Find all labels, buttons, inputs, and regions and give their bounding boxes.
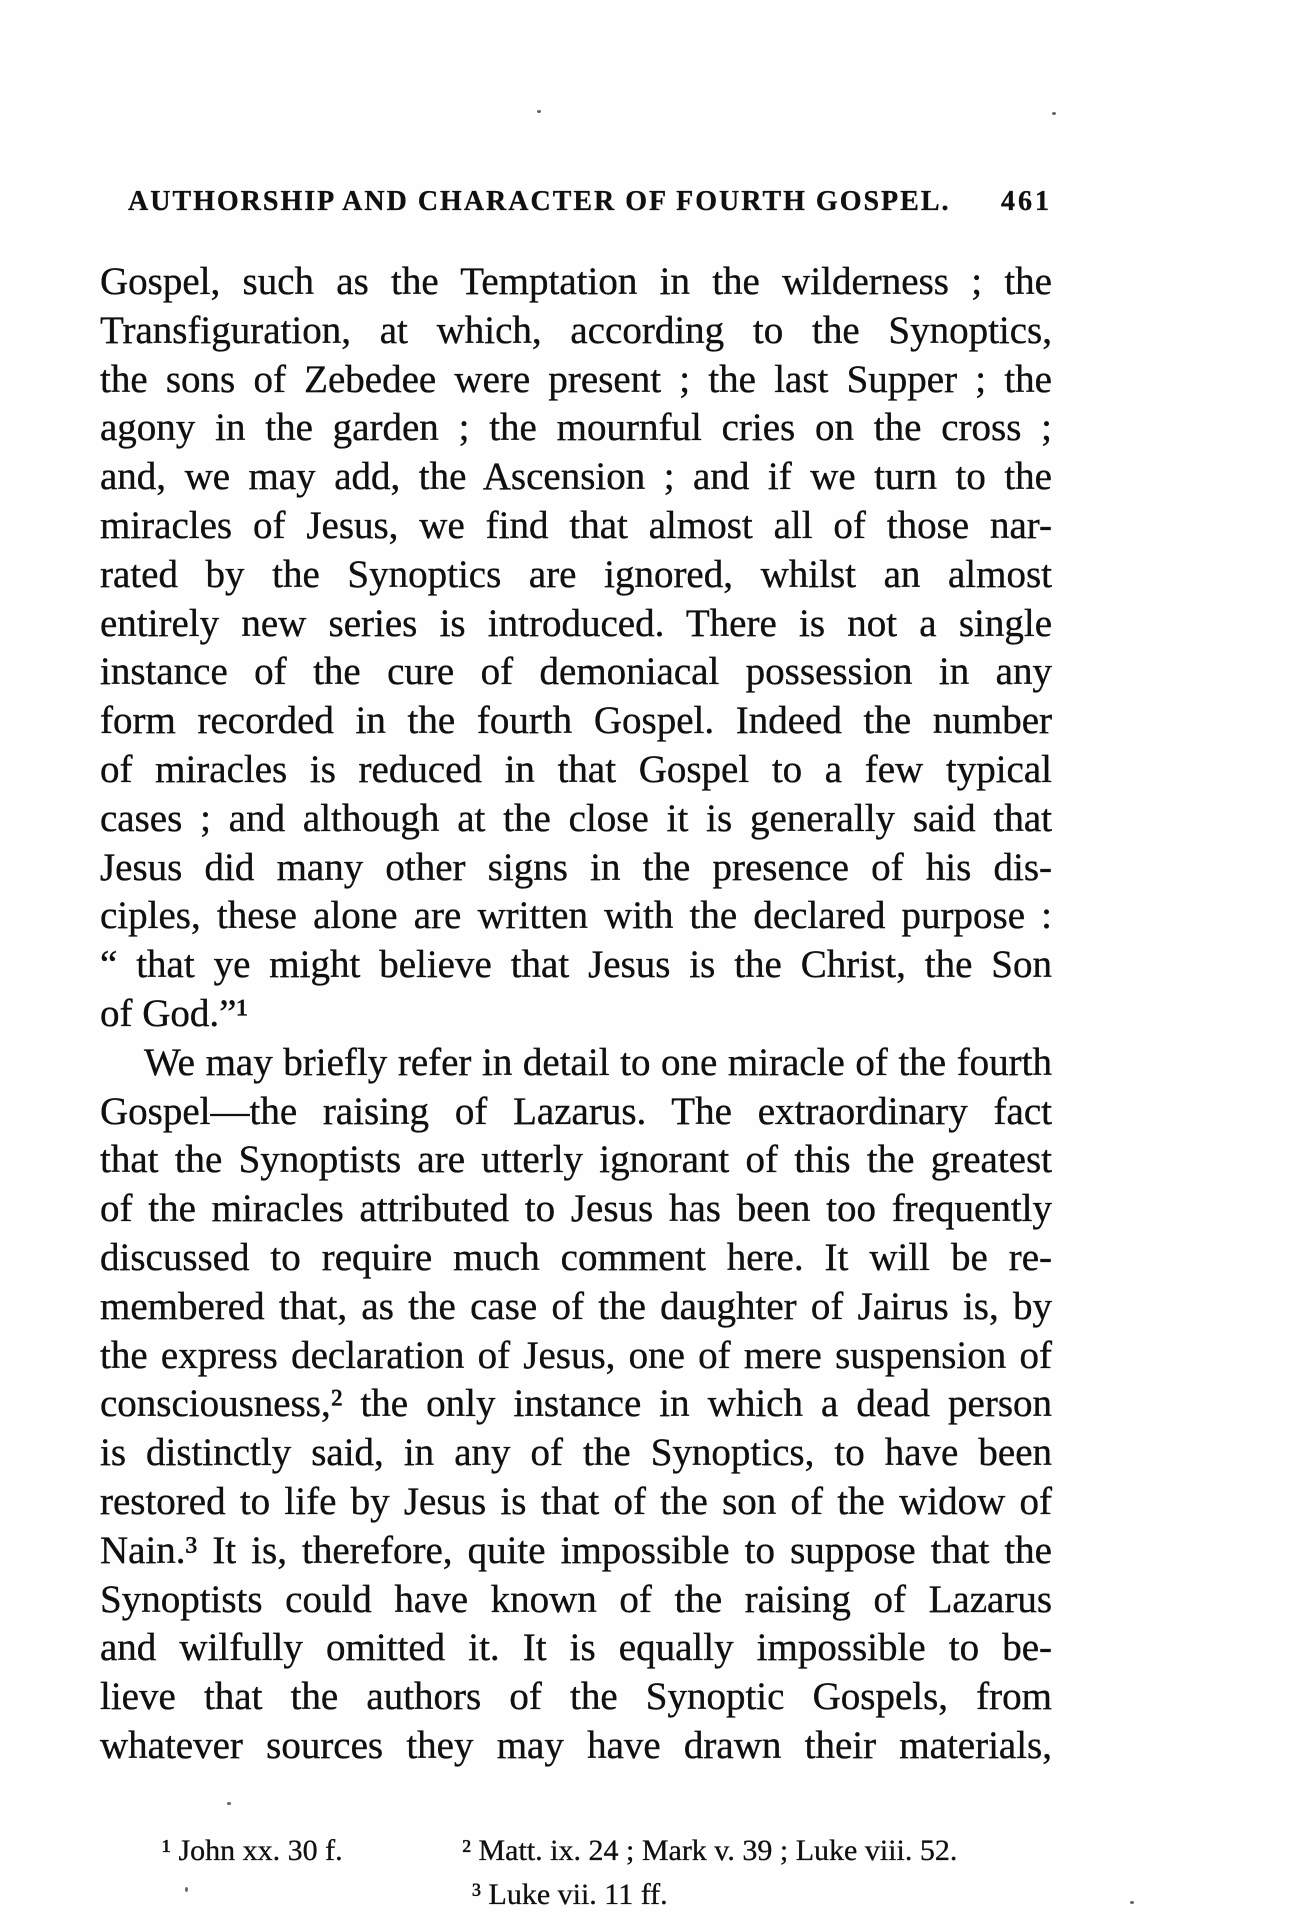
footnote-row (100, 1873, 1052, 1917)
footnote-3: ³ Luke vii. 11 ff. (472, 1877, 668, 1911)
text-line: of the miracles attributed to Jesus has been too frequently (100, 1187, 1052, 1231)
text-column (100, 186, 1052, 1917)
scan-speck (1052, 112, 1056, 115)
footnote-row (100, 1829, 1052, 1873)
scan-speck (537, 110, 541, 113)
text-line: whatever sources they may have drawn their materials, (100, 1723, 1052, 1767)
text-line: discussed to require much comment here. It will be re- (100, 1235, 1052, 1279)
text-line: of God.”¹ (100, 991, 249, 1035)
scan-speck (1130, 1901, 1134, 1904)
text-line: of miracles is reduced in that Gospel to a few typical (100, 747, 1052, 791)
text-line: restored to life by Jesus is that of the son of the widow of (100, 1479, 1052, 1523)
text-line: entirely new series is introduced. There is not a single (100, 601, 1052, 645)
text-line: lieve that the authors of the Synoptic Gospels, from (100, 1675, 1052, 1719)
text-line: and wilfully omitted it. It is equally impossible to be- (100, 1626, 1052, 1670)
text-line: Transfiguration, at which, according to the Synoptics, (100, 308, 1052, 352)
footnote-2: ² Matt. ix. 24 ; Mark v. 39 ; Luke viii. 52. (462, 1833, 958, 1867)
body-text (100, 258, 1052, 1771)
text-line: miracles of Jesus, we find that almost all of those nar- (100, 503, 1052, 547)
page-number: 461 (1001, 186, 1052, 217)
page-header (100, 186, 1052, 218)
scan-speck (227, 1802, 231, 1805)
text-line: Jesus did many other signs in the presence of his dis- (100, 845, 1052, 889)
scan-speck (185, 1887, 188, 1892)
text-line: that the Synoptists are utterly ignorant of this the greatest (100, 1138, 1052, 1182)
running-title: AUTHORSHIP AND CHARACTER OF FOURTH GOSPEL. (128, 186, 951, 217)
footnote-1: ¹ John xx. 30 f. (162, 1833, 343, 1867)
text-line: is distinctly said, in any of the Synoptics, to have been (100, 1431, 1052, 1475)
text-line: the sons of Zebedee were present ; the last Supper ; the (100, 357, 1052, 401)
text-line: the express declaration of Jesus, one of mere suspension of (100, 1333, 1052, 1377)
text-line: “ that ye might believe that Jesus is the Christ, the Son (100, 943, 1052, 987)
text-line: rated by the Synoptics are ignored, whilst an almost (100, 552, 1052, 596)
text-line: agony in the garden ; the mournful cries on the cross ; (100, 406, 1052, 450)
paragraph (100, 1039, 1052, 1771)
paragraph (100, 258, 1052, 1039)
text-line: instance of the cure of demoniacal possession in any (100, 650, 1052, 694)
text-line: Gospel, such as the Temptation in the wilderness ; the (100, 260, 1052, 303)
text-line: Gospel—the raising of Lazarus. The extraordinary fact (100, 1089, 1052, 1133)
text-line: membered that, as the case of the daughter of Jairus is, by (100, 1284, 1052, 1328)
text-line: form recorded in the fourth Gospel. Indeed the number (100, 699, 1052, 743)
text-line: We may briefly refer in detail to one miracle of the fourth (144, 1040, 1052, 1084)
text-line: consciousness,² the only instance in which a dead person (100, 1382, 1052, 1426)
footnotes (100, 1829, 1052, 1917)
text-line: Nain.³ It is, therefore, quite impossible to suppose that the (100, 1528, 1052, 1572)
text-line: Synoptists could have known of the raising of Lazarus (100, 1577, 1052, 1621)
text-line: ciples, these alone are written with the declared purpose : (100, 894, 1052, 938)
text-line: cases ; and although at the close it is generally said that (100, 796, 1052, 840)
text-line: and, we may add, the Ascension ; and if we turn to the (100, 455, 1052, 499)
